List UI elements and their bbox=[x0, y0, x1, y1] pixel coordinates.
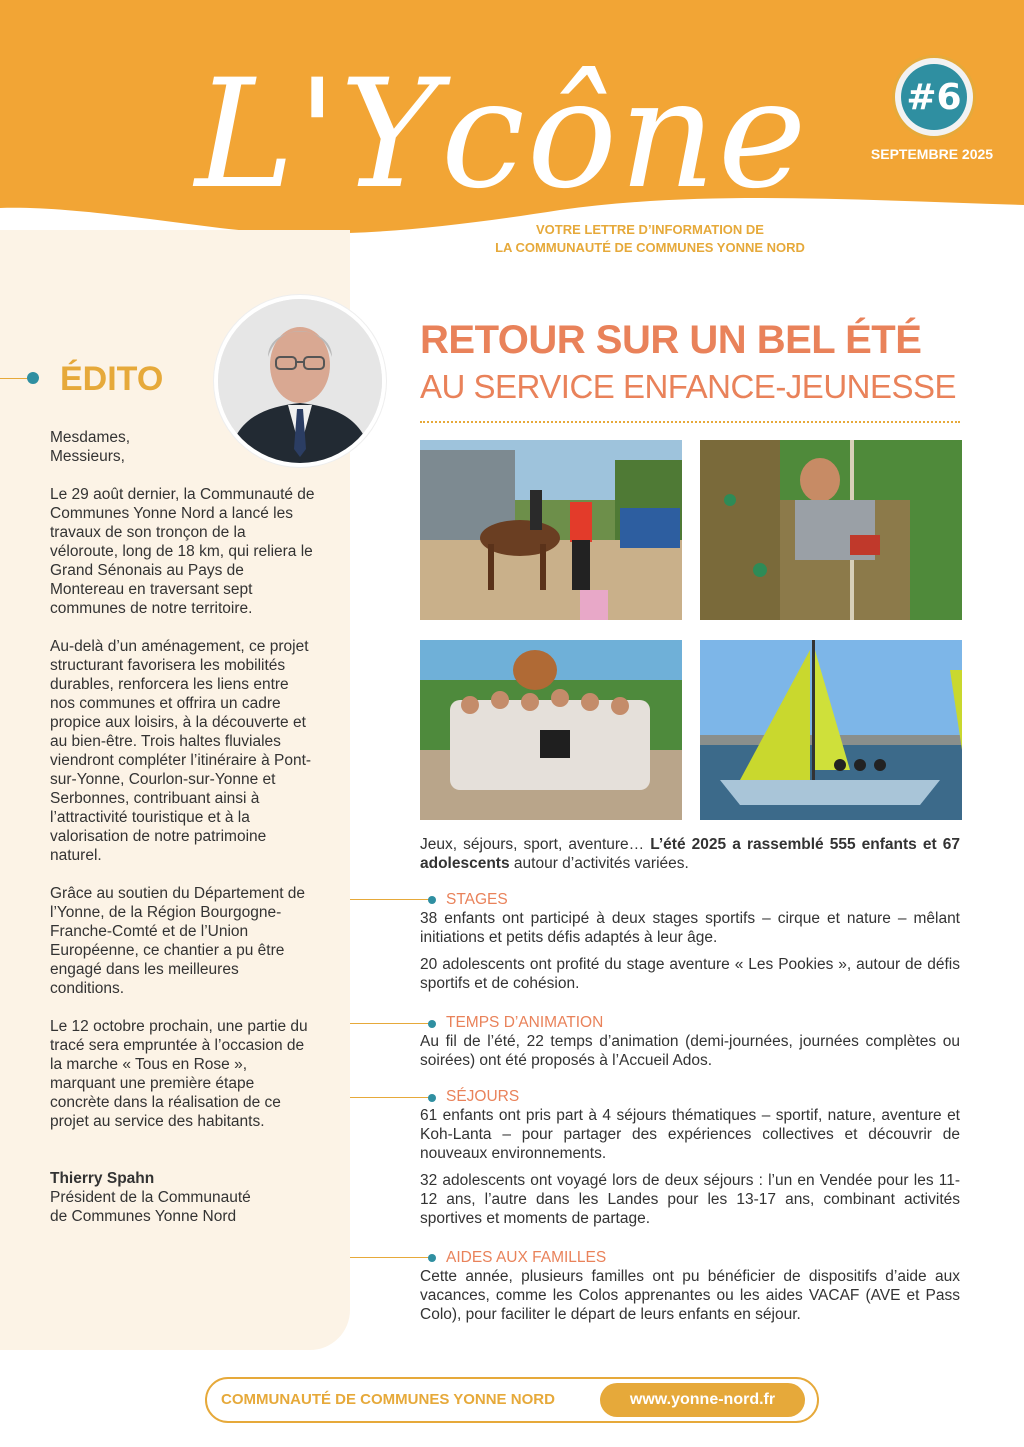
photo-sailing bbox=[700, 640, 962, 820]
section-paragraph: 32 adolescents ont voyagé lors de deux séjours : l’un en Vendée pour les 11-12 ans, l’autre dans les Landes pour les 13-17 ans, combinant activités sportives et moments de partage. bbox=[420, 1172, 960, 1227]
signature-name: Thierry Spahn bbox=[50, 1170, 155, 1187]
article-intro bbox=[420, 835, 960, 873]
edito-paragraph: Le 12 octobre prochain, une partie du tracé sera empruntée à l’occasion de la marche « Tous en Rose », marquant une première étape concrète dans la réalisation de ce projet au service des habitants. bbox=[50, 1018, 308, 1130]
edito-bullet-dot bbox=[27, 372, 39, 384]
section-paragraph: Cette année, plusieurs familles ont pu bénéficier de dispositifs d’aide aux vacances, comme les Colos apprenantes ou les aides VACAF (AVE et Pass Colo), pour faciliter le départ de leurs enfants en séjour. bbox=[420, 1268, 960, 1323]
intro-text-start: Jeux, séjours, sport, aventure… bbox=[420, 836, 651, 853]
dotted-divider bbox=[420, 421, 960, 423]
edito-text bbox=[50, 428, 315, 1226]
edito-paragraph: Grâce au soutien du Département de l’Yonne, de la Région Bourgogne-Franche-Comté et de l’Union Européenne, ce chantier a pu être engagé dans les meilleures conditions. bbox=[50, 885, 306, 997]
edito-signature bbox=[50, 1169, 315, 1226]
section-connector-line bbox=[350, 899, 430, 900]
section-connector-line bbox=[350, 1257, 430, 1258]
edito-paragraph: Le 29 août dernier, la Communauté de Communes Yonne Nord a lancé les travaux de son tronçon de la véloroute, long de 18 km, qui reliera le Grand Sénonais au Pays de Montereau en traversant sept communes de notre territoire. bbox=[50, 486, 315, 617]
section-paragraph: 61 enfants ont pris part à 4 séjours thématiques – sportif, nature, aventure et Koh-Lanta – pour partager des expériences collectives et découvrir de nouveaux environnements. bbox=[420, 1107, 960, 1162]
section-connector-line bbox=[350, 1023, 430, 1024]
section-stages bbox=[420, 891, 960, 1001]
section-connector-line bbox=[350, 1097, 430, 1098]
section-paragraph: 38 enfants ont participé à deux stages sportifs – cirque et nature – mêlant initiations et petits défis adaptés à leur âge. bbox=[420, 910, 960, 946]
edito-paragraph: Au-delà d’un aménagement, ce projet structurant favorisera les mobilités durables, renforcera les liens entre nos communes et offrira un cadre propice aux loisirs, à la découverte et au bien-être. Trois haltes fluviales viendront compléter l’itinéraire à Pont-sur-Yonne, Courlon-sur-Yonne et Serbonnes, contribuant ainsi à l’attractivité touristique et à la valorisation de notre patrimoine naturel. bbox=[50, 638, 312, 864]
issue-badge bbox=[892, 55, 976, 139]
tagline-line1: VOTRE LETTRE D’INFORMATION DE bbox=[536, 222, 764, 237]
section-temps-animation bbox=[420, 1014, 960, 1078]
section-sejours bbox=[420, 1088, 960, 1236]
photo-group-mascot bbox=[420, 640, 682, 820]
footer-org-name: COMMUNAUTÉ DE COMMUNES YONNE NORD bbox=[221, 1391, 555, 1408]
signature-role2: de Communes Yonne Nord bbox=[50, 1208, 237, 1225]
section-heading: TEMPS D’ANIMATION bbox=[446, 1014, 604, 1031]
newsletter-logo: L'Ycône bbox=[195, 48, 809, 222]
edito-greeting2: Messieurs, bbox=[50, 448, 125, 465]
section-heading: AIDES AUX FAMILLES bbox=[446, 1249, 607, 1266]
intro-text-end: autour d’activités variées. bbox=[509, 855, 689, 872]
section-heading: SÉJOURS bbox=[446, 1088, 520, 1105]
section-paragraph: Au fil de l’été, 22 temps d’animation (demi-journées, journées complètes ou soirées) ont été proposés à l’Accueil Ados. bbox=[420, 1033, 960, 1069]
website-link[interactable]: www.yonne-nord.fr bbox=[600, 1383, 805, 1417]
section-aides-familles bbox=[420, 1249, 960, 1332]
footer-bar bbox=[205, 1377, 819, 1423]
signature-role1: Président de la Communauté bbox=[50, 1189, 251, 1206]
section-paragraph: 20 adolescents ont profité du stage aventure « Les Pookies », autour de défis sportifs et de cohésion. bbox=[420, 956, 960, 992]
photo-horse-riding bbox=[420, 440, 682, 620]
issue-number: #6 bbox=[901, 64, 967, 130]
photo-climbing-wall bbox=[700, 440, 962, 620]
section-heading: STAGES bbox=[446, 891, 508, 908]
newsletter-tagline bbox=[480, 221, 820, 257]
edito-connector-line bbox=[0, 378, 30, 379]
article-title: RETOUR SUR UN BEL ÉTÉ bbox=[420, 318, 922, 362]
edito-greeting1: Mesdames, bbox=[50, 429, 131, 446]
issue-date: SEPTEMBRE 2025 bbox=[870, 146, 994, 162]
intro-highlight: L’été 2025 a rassemblé 555 enfants et 67 adolescents bbox=[420, 836, 960, 872]
tagline-line2: LA COMMUNAUTÉ DE COMMUNES YONNE NORD bbox=[495, 240, 805, 255]
article-subtitle: AU SERVICE ENFANCE-JEUNESSE bbox=[420, 368, 957, 405]
edito-title: ÉDITO bbox=[60, 360, 164, 398]
